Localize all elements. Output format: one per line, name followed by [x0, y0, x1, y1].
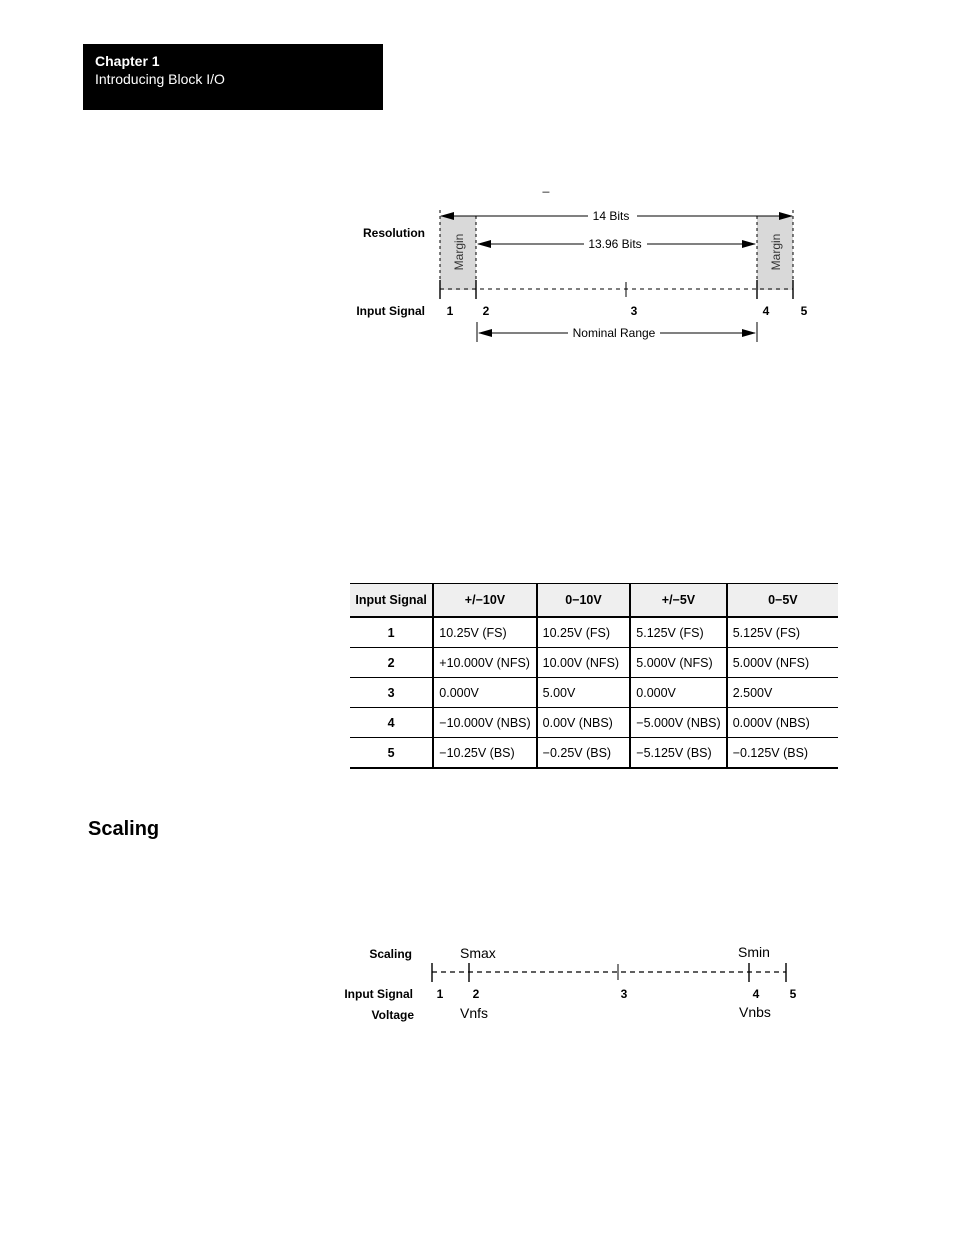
table-cell: 5.125V (FS)	[727, 617, 838, 648]
table-row	[350, 678, 838, 708]
table-cell: 10.25V (FS)	[537, 617, 631, 648]
input-signal-row-label: Input Signal	[344, 987, 413, 1001]
table-cell: 4	[350, 708, 433, 738]
point-label: 2	[482, 304, 490, 318]
margin-label-right: Margin	[769, 233, 783, 271]
table-cell: 0.000V	[433, 678, 536, 708]
table-cell: 3	[350, 678, 433, 708]
table-row	[350, 648, 838, 678]
vnbs-label: Vnbs	[739, 1004, 771, 1020]
point-label: 3	[630, 304, 638, 318]
table-cell: 0.000V (NBS)	[727, 708, 838, 738]
table-cell: −5.125V (BS)	[630, 738, 726, 769]
table-row	[350, 708, 838, 738]
scaling-diagram	[0, 930, 954, 1030]
table-cell: 5.000V (NFS)	[727, 648, 838, 678]
table-cell: −0.25V (BS)	[537, 738, 631, 769]
dash-mark: _	[542, 179, 550, 193]
table-cell: 5.00V	[537, 678, 631, 708]
point-label: 5	[789, 987, 797, 1001]
column-header: +/−5V	[630, 584, 726, 618]
input-signal-table	[350, 583, 838, 769]
resolution-diagram	[0, 0, 954, 360]
table-row	[350, 738, 838, 769]
table-cell: −0.125V (BS)	[727, 738, 838, 769]
column-header: Input Signal	[350, 584, 433, 618]
table-cell: 5.000V (NFS)	[630, 648, 726, 678]
resolution-row-label: Resolution	[363, 226, 425, 240]
point-label: 5	[800, 304, 808, 318]
table-cell: 0.00V (NBS)	[537, 708, 631, 738]
table-cell: −10.000V (NBS)	[433, 708, 536, 738]
table-header-row	[350, 584, 838, 618]
table-cell: +10.000V (NFS)	[433, 648, 536, 678]
column-header: +/−10V	[433, 584, 536, 618]
nominal-range-label: Nominal Range	[572, 326, 656, 340]
scaling-row-label: Scaling	[369, 947, 412, 961]
input-signal-row-label: Input Signal	[356, 304, 425, 318]
table-cell: −5.000V (NBS)	[630, 708, 726, 738]
table-row	[350, 617, 838, 648]
voltage-row-label: Voltage	[371, 1008, 414, 1022]
column-header: 0−5V	[727, 584, 838, 618]
effective-bits-label: 13.96 Bits	[588, 237, 642, 251]
point-label: 2	[472, 987, 480, 1001]
table-cell: −10.25V (BS)	[433, 738, 536, 769]
chapter-number: Chapter 1	[95, 53, 160, 69]
table-cell: 0.000V	[630, 678, 726, 708]
table-cell: 5	[350, 738, 433, 769]
total-bits-label: 14 Bits	[592, 209, 630, 223]
table-cell: 10.25V (FS)	[433, 617, 536, 648]
point-label: 1	[446, 304, 454, 318]
scaling-heading: Scaling	[88, 818, 160, 840]
point-label: 3	[620, 987, 628, 1001]
point-label: 4	[752, 987, 760, 1001]
table-cell: 2.500V	[727, 678, 838, 708]
point-label: 4	[762, 304, 770, 318]
smax-label: Smax	[460, 945, 496, 961]
column-header: 0−10V	[537, 584, 631, 618]
point-label: 1	[436, 987, 444, 1001]
table-cell: 2	[350, 648, 433, 678]
chapter-title: Introducing Block I/O	[95, 71, 225, 87]
table-cell: 1	[350, 617, 433, 648]
table-cell: 10.00V (NFS)	[537, 648, 631, 678]
margin-label-left: Margin	[452, 233, 466, 271]
vnfs-label: Vnfs	[460, 1005, 489, 1021]
smin-label: Smin	[738, 944, 770, 960]
table-cell: 5.125V (FS)	[630, 617, 726, 648]
